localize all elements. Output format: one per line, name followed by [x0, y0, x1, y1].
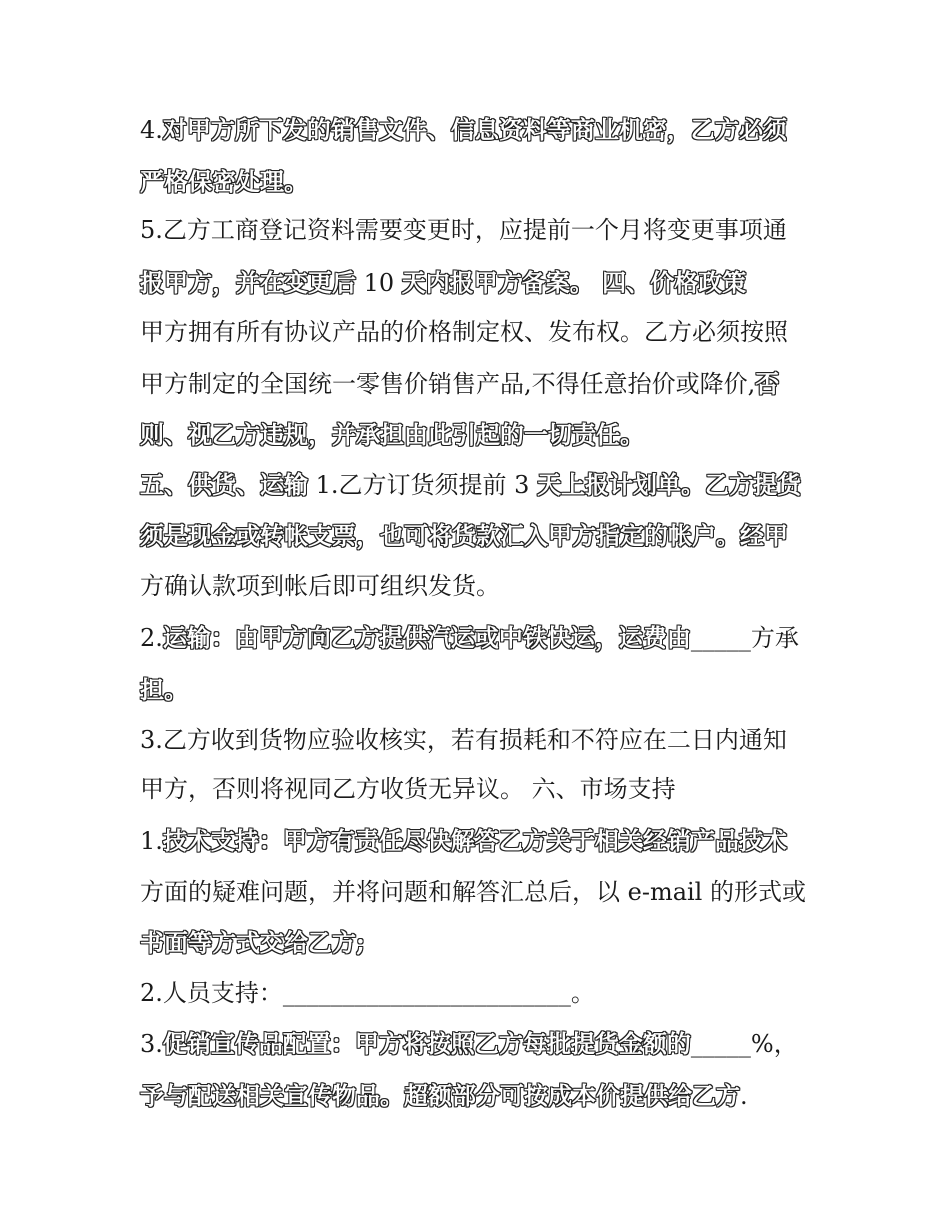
text-line-2: [140, 166, 820, 198]
line-14-plain: 甲方，否则将视同乙方收货无异议。 六、市场支持: [140, 775, 676, 803]
text-line-13: [140, 724, 820, 756]
line-11-styled: 运输：由甲方向乙方提供汽运或中铁快运，运费由: [162, 623, 691, 652]
line-19-plain: 3.: [140, 1030, 163, 1058]
text-line-11: [140, 622, 820, 654]
text-line-8: [140, 469, 820, 501]
line-4-styled: 报甲方，并在变更后: [140, 268, 356, 297]
line-11-plain: 2.: [140, 624, 163, 652]
line-20-styled: 予与配送相关宣传物品。超额部分可按成本价提供给乙方: [140, 1081, 740, 1110]
line-1-plain: 4.: [140, 116, 163, 144]
line-8-styled: 五、供货、运输: [140, 470, 308, 499]
line-19-styled: 促销宣传品配置：甲方将按照乙方每批提货金额的: [162, 1029, 691, 1058]
line-9-styled: 须是现金或转帐支票，也可将货款汇入甲方指定的帐户。经甲: [140, 521, 788, 550]
line-8-tail: 1.乙方订货须提前 3: [308, 471, 538, 499]
text-line-15: [140, 825, 820, 857]
line-8-styled-2: 天上报计划单。乙方提货: [537, 470, 802, 499]
line-17-styled: 书面等方式交给乙方;: [140, 928, 365, 957]
line-13-plain: 3.乙方收到货物应验收核实，若有损耗和不符应在二日内通知: [140, 726, 787, 754]
text-line-6: [140, 368, 820, 400]
text-line-14: [140, 773, 820, 805]
text-line-5: [140, 316, 820, 348]
line-2-styled: 严格保密处理。: [140, 167, 308, 196]
text-line-3: [140, 214, 820, 246]
text-line-9: [140, 520, 820, 552]
text-line-18: [140, 977, 820, 1009]
line-15-plain: 1.: [140, 827, 163, 855]
line-1-styled: 对甲方所下发的销售文件、信息资料等商业机密，乙方必须: [162, 115, 787, 144]
line-19-tail: _____%，: [690, 1030, 798, 1058]
line-4-tail: 10: [356, 269, 402, 297]
line-15-styled: 技术支持：甲方有责任尽快解答乙方关于相关经销产品技术: [162, 826, 787, 855]
line-6-plain: 甲方制定的全国统一零售价销售产品,不得任意抬价或降价,: [140, 370, 756, 398]
line-4-styled-2: 天内报甲方备案。 四、价格政策: [401, 268, 747, 297]
text-line-17: [140, 927, 820, 959]
text-line-20: [140, 1080, 820, 1112]
line-7-styled: 则、视乙方违规，并承担由此引起的一切责任。: [140, 420, 644, 449]
text-line-4: [140, 267, 820, 299]
line-20-tail: .: [740, 1082, 748, 1110]
text-line-12: [140, 674, 820, 706]
line-10-plain: 方确认款项到帐后即可组织发货。: [140, 572, 500, 600]
line-5-plain: 甲方拥有所有协议产品的价格制定权、发布权。乙方必须按照: [140, 318, 788, 346]
line-16-plain: 方面的疑难问题，并将问题和解答汇总后，以 e-mail 的形式或: [140, 878, 806, 906]
line-12-styled: 担。: [140, 675, 188, 704]
text-line-19: [140, 1028, 820, 1060]
line-6-styled: 否: [755, 369, 780, 398]
line-18-plain: 2.人员支持：________________________。: [140, 979, 595, 1007]
line-11-tail: _____方承: [690, 624, 799, 652]
text-line-10: [140, 570, 820, 602]
text-line-16: [140, 876, 820, 908]
text-line-1: [140, 114, 820, 146]
text-line-7: [140, 419, 820, 451]
line-3-plain: 5.乙方工商登记资料需要变更时，应提前一个月将变更事项通: [140, 216, 787, 244]
